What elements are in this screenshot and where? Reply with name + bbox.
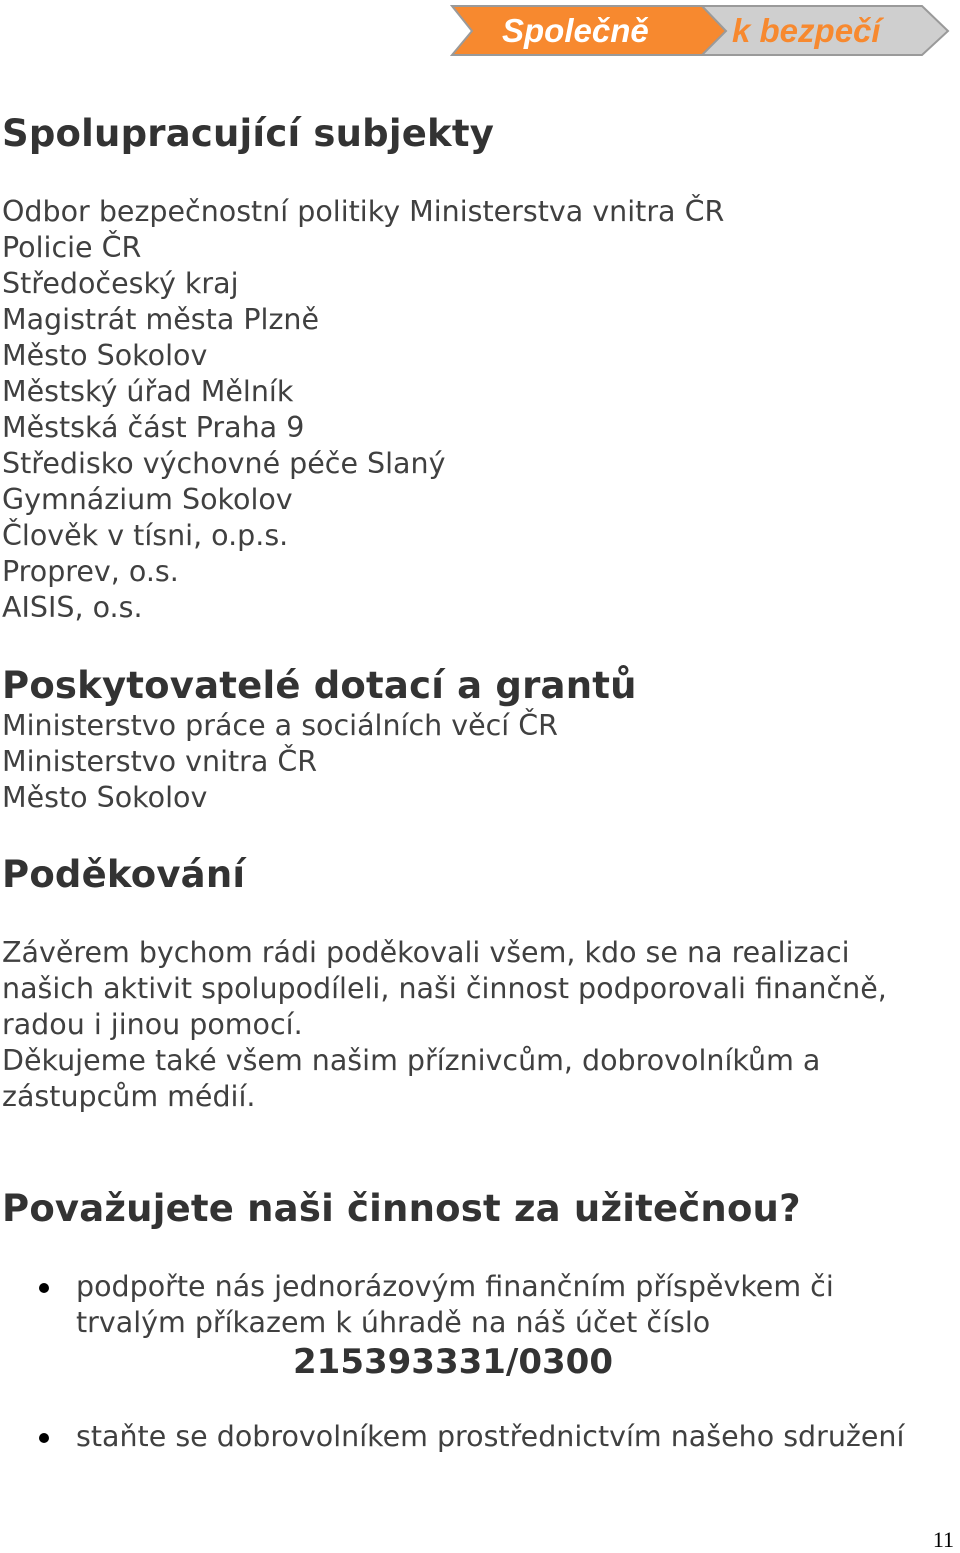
grants-list — [2, 708, 558, 816]
list-item: Středisko výchovné péče Slaný — [2, 447, 446, 480]
thanks-line: našich aktivit spolupodíleli, naši činnost podporovali finančně, — [2, 972, 887, 1005]
partners-list — [2, 194, 724, 626]
partners-title: Spolupracující subjekty — [2, 112, 495, 155]
list-item: Člověk v tísni, o.p.s. — [2, 519, 289, 552]
bullet-icon — [39, 1283, 49, 1293]
support-title: Považujete naši činnost za užitečnou? — [2, 1187, 801, 1230]
thanks-paragraph — [2, 935, 887, 1115]
thanks-title: Poděkování — [2, 853, 246, 896]
list-item: Městská část Praha 9 — [2, 411, 305, 444]
thanks-line: Závěrem bychom rádi poděkovali všem, kdo se na realizaci — [2, 936, 850, 969]
list-item: Městský úřad Mělník — [2, 375, 294, 408]
logo-text-k-bezpeci: k bezpečí — [732, 12, 881, 49]
thanks-line: zástupcům médií. — [2, 1080, 256, 1113]
list-item: Gymnázium Sokolov — [2, 483, 293, 516]
support-bullets-2 — [0, 1419, 960, 1455]
list-item: Středočeský kraj — [2, 267, 239, 300]
support-bullet-donate — [0, 1269, 960, 1383]
volunteer-line: staňte se dobrovolníkem prostřednictvím našeho sdružení — [76, 1420, 905, 1453]
list-item: AISIS, o.s. — [2, 591, 143, 624]
donate-line-2: trvalým příkazem k úhradě na náš účet číslo — [76, 1306, 711, 1339]
list-item: Ministerstvo práce a sociálních věcí ČR — [2, 709, 558, 742]
page-number: 11 — [932, 1527, 954, 1552]
list-item: Magistrát města Plzně — [2, 303, 320, 336]
donate-line-1: podpořte nás jednorázovým finančním příspěvkem či — [76, 1270, 834, 1303]
thanks-line: Děkujeme také všem našim příznivcům, dobrovolníkům a — [2, 1044, 821, 1077]
support-bullets — [0, 1269, 960, 1383]
logo-spolecne-k-bezpeci — [450, 2, 952, 58]
support-bullet-volunteer — [0, 1419, 960, 1455]
list-item: Město Sokolov — [2, 339, 208, 372]
list-item: Ministerstvo vnitra ČR — [2, 745, 318, 778]
bullet-icon — [39, 1433, 49, 1443]
bank-account-number: 215393331/0300 — [293, 1342, 613, 1382]
list-item: Odbor bezpečnostní politiky Ministerstva vnitra ČR — [2, 195, 725, 228]
list-item: Proprev, o.s. — [2, 555, 179, 588]
list-item: Policie ČR — [2, 231, 142, 264]
logo-text-spolecne: Společně — [502, 12, 649, 49]
thanks-line: radou i jinou pomocí. — [2, 1008, 303, 1041]
grants-title: Poskytovatelé dotací a grantů — [2, 664, 637, 707]
list-item: Město Sokolov — [2, 781, 208, 814]
